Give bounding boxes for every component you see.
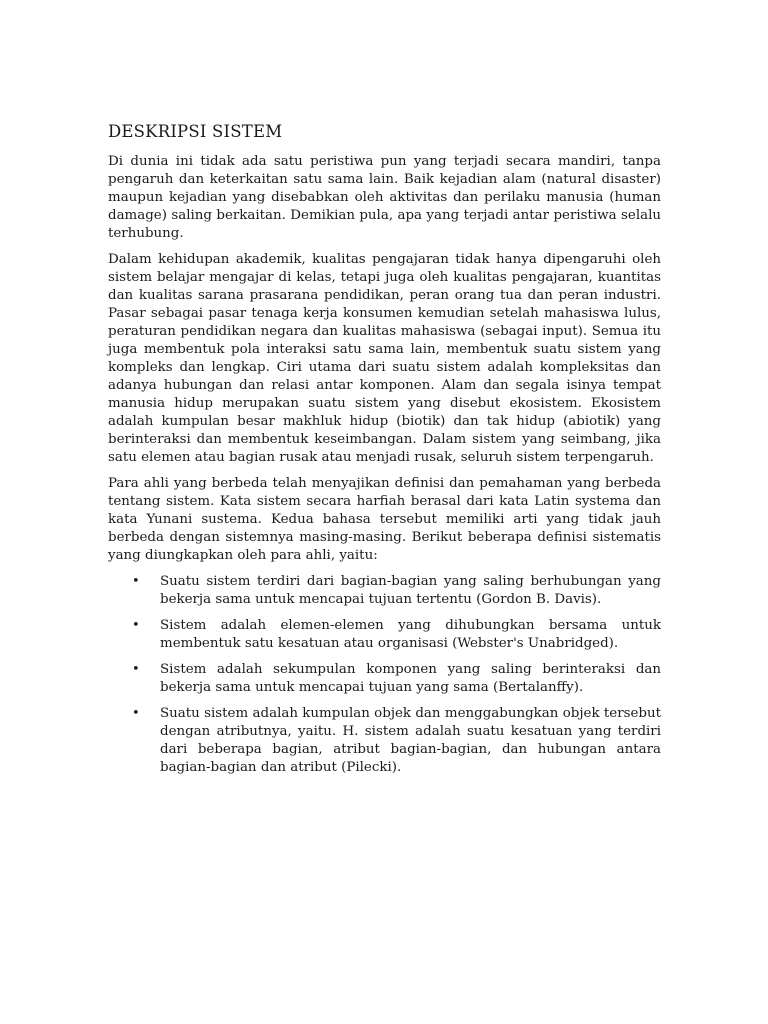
definition-text: Suatu sistem terdiri dari bagian-bagian yang saling berhubungan yang bekerja sama untuk mencapai tujuan tertentu (Gordon B. Davis). [160, 574, 661, 607]
definition-item [108, 705, 661, 777]
definition-item [108, 661, 661, 697]
document-title: DESKRIPSI SISTEM [108, 122, 283, 141]
definition-item [108, 617, 661, 653]
bullet-icon: • [132, 662, 140, 677]
definition-text: Sistem adalah sekumpulan komponen yang saling berinteraksi dan bekerja sama untuk mencapai tujuan yang sama (Bertalanffy). [160, 662, 661, 695]
bullet-icon: • [132, 574, 140, 589]
paragraph-definitions: Para ahli yang berbeda telah menyajikan definisi dan pemahaman yang berbeda tentang sistem. Kata sistem secara harfiah berasal dari kata Latin systema dan kata Yunani sustema. Kedua bahasa tersebut memiliki arti yang tidak jauh berbeda dengan sistemnya masing-masing. Berikut beberapa definisi sistematis yang diungkapkan oleh para ahli, yaitu: [108, 476, 661, 563]
paragraph-intro: Di dunia ini tidak ada satu peristiwa pun yang terjadi secara mandiri, tanpa pengaruh dan keterkaitan satu sama lain. Baik kejadian alam (natural disaster) maupun kejadian yang disebabkan oleh aktivitas dan perilaku manusia (human damage) saling berkaitan. Demikian pula, apa yang terjadi antar peristiwa selalu terhubung. [108, 154, 661, 241]
document-body [108, 121, 661, 785]
bullet-icon: • [132, 618, 140, 633]
paragraph-academic: Dalam kehidupan akademik, kualitas pengajaran tidak hanya dipengaruhi oleh sistem belajar mengajar di kelas, tetapi juga oleh kualitas pengajaran, kuantitas dan kualitas sarana prasarana pendidikan, peran orang tua dan peran industri. Pasar sebagai pasar tenaga kerja konsumen kemudian setelah mahasiswa lulus, peraturan pendidikan negara dan kualitas mahasiswa (sebagai input). Semua itu juga membentuk pola interaksi satu sama lain, membentuk suatu sistem yang kompleks dan lengkap. Ciri utama dari suatu sistem adalah kompleksitas dan adanya hubungan dan relasi antar komponen. Alam dan segala isinya tempat manusia hidup merupakan suatu sistem yang disebut ekosistem. Ekosistem adalah kumpulan besar makhluk hidup (biotik) dan tak hidup (abiotik) yang berinteraksi dan membentuk keseimbangan. Dalam sistem yang seimbang, jika satu elemen atau bagian rusak atau menjadi rusak, seluruh sistem terpengaruh. [108, 252, 661, 465]
definition-text: Suatu sistem adalah kumpulan objek dan menggabungkan objek tersebut dengan atributnya, yaitu. H. sistem adalah suatu kesatuan yang terdiri dari beberapa bagian, atribut bagian-bagian, dan hubungan antara bagian-bagian dan atribut (Pilecki). [160, 706, 661, 775]
definition-item [108, 573, 661, 609]
definition-list [108, 573, 661, 777]
bullet-icon: • [132, 706, 140, 721]
definition-text: Sistem adalah elemen-elemen yang dihubungkan bersama untuk membentuk satu kesatuan atau organisasi (Webster's Unabridged). [160, 618, 661, 651]
